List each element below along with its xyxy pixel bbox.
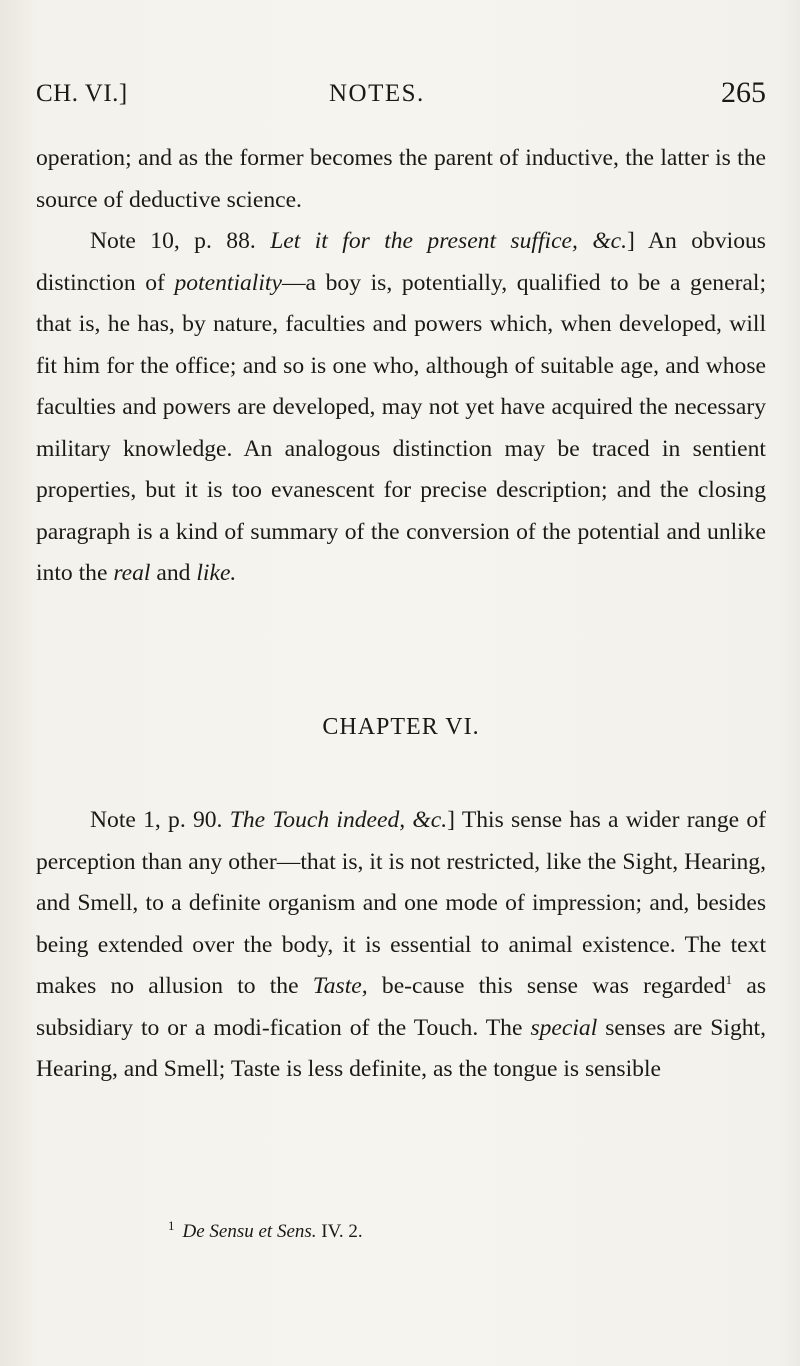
footnote — [168, 1218, 363, 1243]
quoted-text: The Touch indeed, &c. — [229, 807, 448, 833]
emphasis-term: real — [113, 560, 151, 586]
page-number: 265 — [721, 76, 766, 109]
quoted-text: Let it for the present suffice, &c. — [270, 228, 628, 254]
notes-text-lower — [36, 800, 766, 1091]
chapter-ref: CH. VI.] — [36, 80, 128, 107]
chapter-heading: CHAPTER VI. — [322, 714, 480, 740]
running-head — [36, 76, 766, 116]
note-10-paragraph: Note 10, p. 88. Let it for the present suffice, &c.] An obvious distinction of potentiality—a boy is, potentially, qualified to be a general; that is, he has, by nature, faculties and powers which, when developed, will fit him for the office; and so is one who, although of suitable age, and whose faculties and powers are developed, may not yet have acquired the necessary military knowledge. An analogous distinction may be traced in sentient properties, but it is too evanescent for precise description; and the closing paragraph is a kind of summary of the conversion of the potential and unlike into the real and like. — [36, 228, 767, 586]
note-reference: Note 1, p. 90. — [90, 807, 223, 833]
footnote-marker: 1 — [725, 972, 733, 987]
emphasis-term: special — [530, 1014, 598, 1041]
emphasis-term: Taste, — [312, 973, 368, 999]
note-reference: Note 10, p. 88. — [90, 228, 256, 254]
emphasis-term: like. — [196, 560, 237, 586]
paragraph-continuation: operation; and as the former becomes the parent of inductive, the latter is the source of deductive science. — [36, 145, 766, 213]
notes-text-upper — [36, 138, 766, 595]
emphasis-term: potentiality — [174, 269, 282, 296]
section-title: NOTES. — [329, 80, 425, 107]
note-1-paragraph: Note 1, p. 90. The Touch indeed, &c.] This sense has a wider range of perception than any other—that is, it is not restricted, like the Sight, Hearing, and Smell, to a definite organism and one mode of impression; and, besides being extended over the body, it is essential to animal existence. The text makes no allusion to the Taste, be-cause this sense was regarded$^1$ as subsidiary to or a modi-fication of the Touch. The special senses are Sight, Hearing, and Smell; Taste is less definite, as the tongue is sensible — [36, 807, 767, 1082]
footnote-number: 1 — [168, 1218, 175, 1233]
footnote-citation: De Sensu et Sens. — [182, 1221, 317, 1242]
footnote-location: IV. 2. — [321, 1221, 363, 1242]
